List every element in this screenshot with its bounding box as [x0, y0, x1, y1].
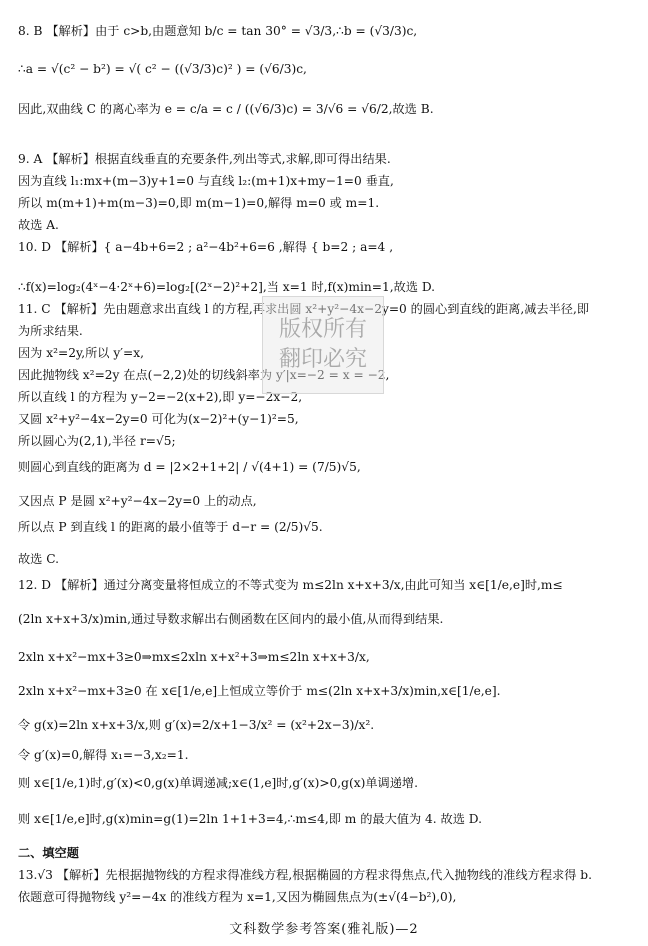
text-line: 所以点 P 到直线 l 的距离的最小值等于 d−r = (2/5)√5.: [18, 520, 323, 534]
watermark-line-2: 翻印必究: [278, 347, 367, 372]
text-line: 因为直线 l₁:mx+(m−3)y+1=0 与直线 l₂:(m+1)x+my−1=0 垂直,: [18, 174, 394, 188]
text-line: 2xln x+x²−mx+3≥0 在 x∈[1/e,e]上恒成立等价于 m≤(2ln x+x+3/x)min,x∈[1/e,e].: [18, 684, 501, 698]
text-line: 故选 C.: [18, 552, 60, 566]
text-line: 则 x∈[1/e,e]时,g(x)min=g(1)=2ln 1+1+3=4,∴m≤4,即 m 的最大值为 4. 故选 D.: [18, 812, 482, 826]
text-line: 则圆心到直线的距离为 d = |2×2+1+2| / √(4+1) = (7/5)√5,: [18, 460, 361, 474]
text-line: 因此,双曲线 C 的离心率为 e = c/a = c / ((√6/3)c) = 3/√6 = √6/2,故选 B.: [18, 102, 434, 116]
text-line: 所以圆心为(2,1),半径 r=√5;: [18, 434, 176, 448]
text-line: 令 g(x)=2ln x+x+3/x,则 g′(x)=2/x+1−3/x² = (x²+2x−3)/x².: [18, 718, 375, 732]
text-line: 11. C 【解析】先由题意求出直线 l 的方程,再求出圆 x²+y²−4x−2y=0 的圆心到直线的距离,减去半径,即: [18, 302, 590, 316]
text-line: 13.√3 【解析】先根据抛物线的方程求得准线方程,根据椭圆的方程求得焦点,代入抛物线的准线方程求得 b.: [18, 868, 592, 882]
text-line: 为所求结果.: [18, 324, 83, 338]
text-line: 则 x∈[1/e,1)时,g′(x)<0,g(x)单调递减;x∈(1,e]时,g′(x)>0,g(x)单调递增.: [18, 776, 418, 790]
text-line: 所以直线 l 的方程为 y−2=−2(x+2),即 y=−2x−2,: [18, 390, 303, 404]
text-line: 依题意可得抛物线 y²=−4x 的准线方程为 x=1,又因为椭圆焦点为(±√(4−b²),0),: [18, 890, 457, 904]
text-line: 故选 A.: [18, 218, 59, 232]
page-footer: 文科数学参考答案(雅礼版)—2: [229, 922, 419, 937]
text-line: 二、填空题: [18, 846, 79, 860]
text-line: 2xln x+x²−mx+3≥0⇒mx≤2xln x+x²+3⇒m≤2ln x+x+3/x,: [18, 650, 370, 664]
text-line: 8. B 【解析】由于 c>b,由题意知 b/c = tan 30° = √3/3,∴b = (√3/3)c,: [18, 24, 418, 38]
text-line: 12. D 【解析】通过分离变量将恒成立的不等式变为 m≤2ln x+x+3/x,由此可知当 x∈[1/e,e]时,m≤: [18, 578, 563, 592]
copyright-watermark: [262, 296, 384, 394]
watermark-line-1: 版权所有: [278, 317, 367, 342]
text-line: 又因点 P 是圆 x²+y²−4x−2y=0 上的动点,: [18, 494, 257, 508]
text-line: 10. D 【解析】{ a−4b+6=2 ; a²−4b²+6=6 ,解得 { b=2 ; a=4 ,: [18, 240, 394, 254]
text-line: 因为 x²=2y,所以 y′=x,: [18, 346, 144, 360]
text-line: 所以 m(m+1)+m(m−3)=0,即 m(m−1)=0,解得 m=0 或 m=1.: [18, 196, 380, 210]
text-line: 令 g′(x)=0,解得 x₁=−3,x₂=1.: [18, 748, 189, 762]
text-line: (2ln x+x+3/x)min,通过导数求解出右侧函数在区间内的最小值,从而得到结果.: [18, 612, 444, 626]
text-line: ∴f(x)=log₂(4ˣ−4·2ˣ+6)=log₂[(2ˣ−2)²+2],当 x=1 时,f(x)min=1,故选 D.: [18, 280, 436, 294]
text-line: ∴a = √(c² − b²) = √( c² − ((√3/3)c)² ) = (√6/3)c,: [18, 62, 307, 76]
text-line: 因此抛物线 x²=2y 在点(−2,2)处的切线斜率为 y′|x=−2 = x = −2,: [18, 368, 390, 382]
text-line: 9. A 【解析】根据直线垂直的充要条件,列出等式,求解,即可得出结果.: [18, 152, 391, 166]
text-line: 又圆 x²+y²−4x−2y=0 可化为(x−2)²+(y−1)²=5,: [18, 412, 299, 426]
